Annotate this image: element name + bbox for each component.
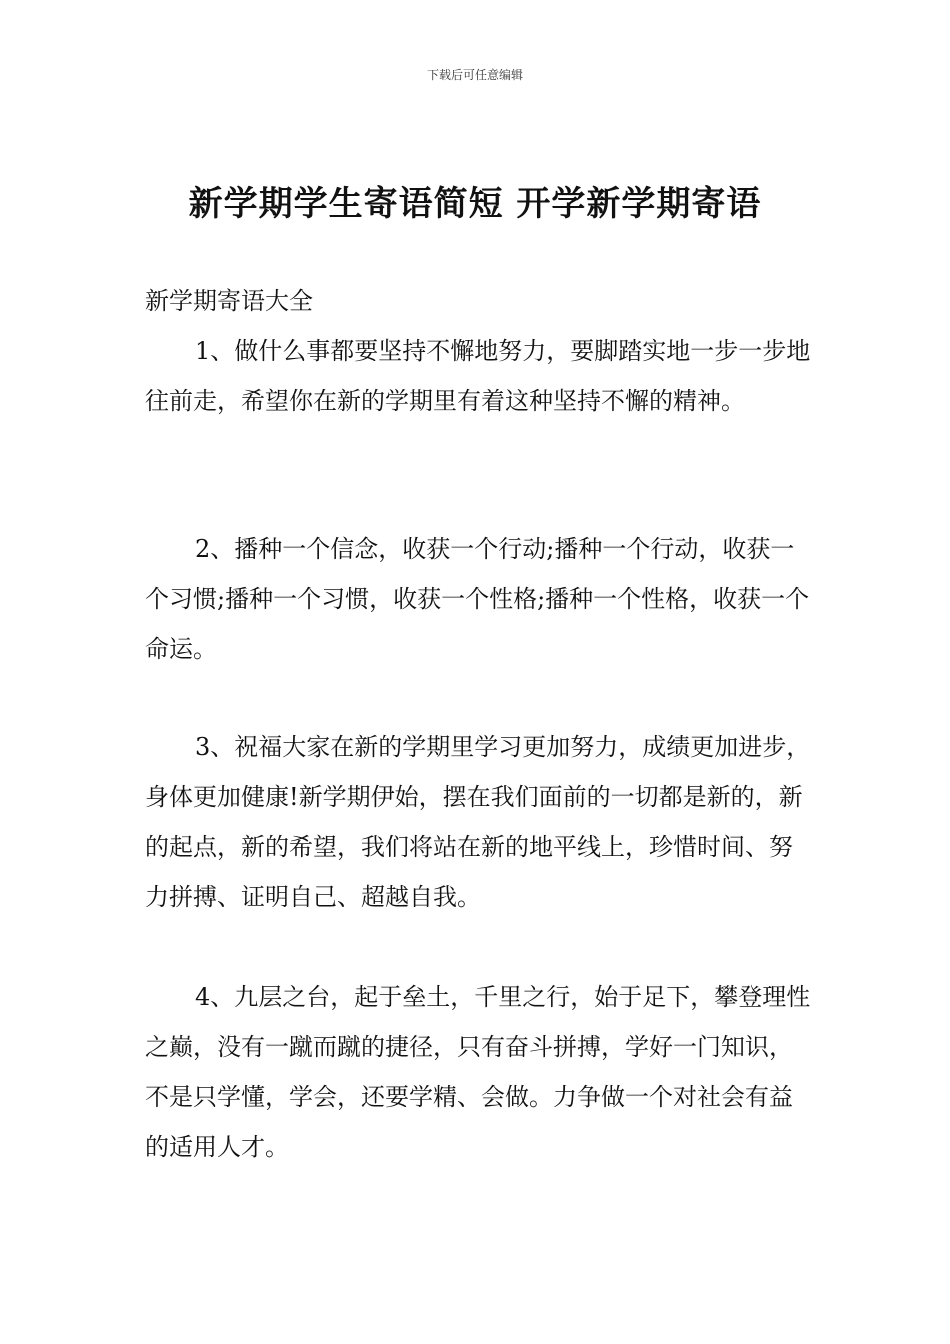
paragraph-text: 4、九层之台，起于垒土，千里之行，始于足下，攀登理性之巅，没有一蹴而蹴的捷径，只有奋斗拼搏，学好一门知识，不是只学懂，学会，还要学精、会做。力争做一个对社会有益的适用人才。 [145, 983, 811, 1161]
paragraph-text: 1、做什么事都要坚持不懈地努力，要脚踏实地一步一步地往前走，希望你在新的学期里有着这种坚持不懈的精神。 [145, 337, 811, 415]
paragraph-2 [145, 524, 815, 674]
document-title: 新学期学生寄语简短 开学新学期寄语 [188, 184, 762, 224]
header-note: 下载后可任意编辑 [426, 68, 523, 82]
paragraph-3 [145, 722, 815, 922]
paragraph-text: 2、播种一个信念，收获一个行动;播种一个行动，收获一个习惯;播种一个习惯，收获一个性格;播种一个性格，收获一个命运。 [145, 535, 810, 663]
paragraph-1 [145, 326, 815, 426]
paragraph-text: 3、祝福大家在新的学期里学习更加努力，成绩更加进步，身体更加健康!新学期伊始，摆在我们面前的一切都是新的，新的起点，新的希望，我们将站在新的地平线上，珍惜时间、努力拼搏、证明自己、超越自我。 [145, 733, 811, 911]
section-heading: 新学期寄语大全 [145, 287, 313, 315]
paragraph-4 [145, 972, 815, 1172]
